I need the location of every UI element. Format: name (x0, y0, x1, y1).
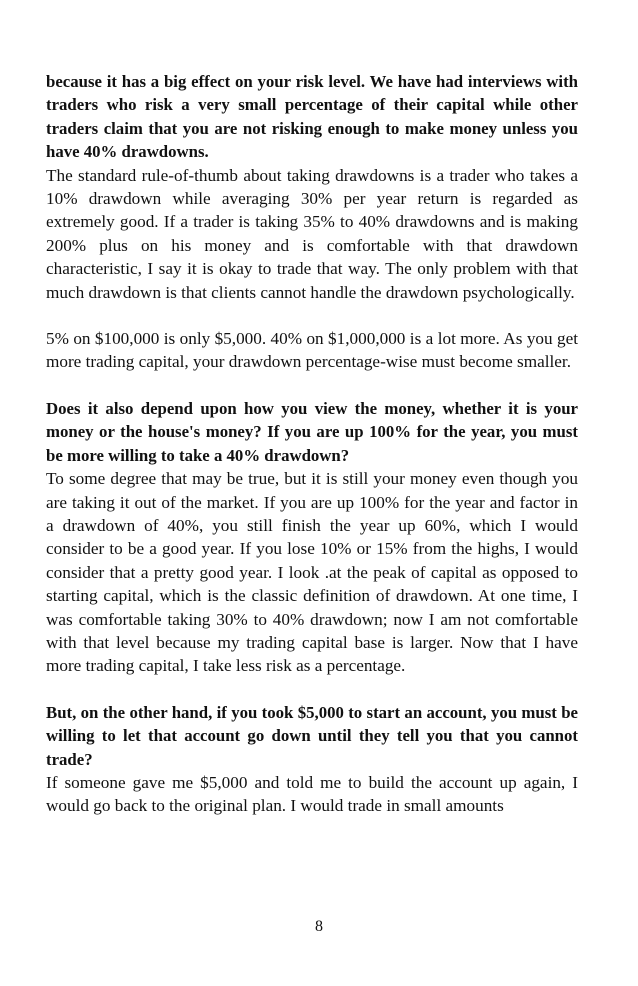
page-number: 8 (315, 918, 323, 935)
question-risk-level-continued: because it has a big effect on your risk level. We have had interviews with traders who risk a very small percentage of their capital while other traders claim that you are not risking enough to make money unless you have 40% drawdowns. (46, 72, 578, 162)
answer-capital-size: 5% on $100,000 is only $5,000. 40% on $1,000,000 is a lot more. As you get more trading capital, your drawdown percentage-wise must become smaller. (46, 329, 578, 372)
answer-rule-of-thumb: The standard rule-of-thumb about taking drawdowns is a trader who takes a 10% drawdown while averaging 30% per year return is regarded as extremely good. If a trader is taking 35% to 40% drawdowns and is making 200% plus on his money and is comfortable with that drawdown characteristic, I say it is okay to trade that way. The only problem with that much drawdown is that clients cannot handle the drawdown psychologically. (46, 165, 578, 302)
document-page (46, 70, 578, 818)
question-house-money: Does it also depend upon how you view the money, whether it is your money or the house's money? If you are up 100% for the year, you must be more willing to take a 40% drawdown? (46, 398, 578, 465)
answer-small-account: If someone gave me $5,000 and told me to build the account up again, I would go back to the original plan. I would trade in small amounts (46, 772, 578, 816)
answer-house-money: To some degree that may be true, but it is still your money even though you are taking it out of the market. If you are up 100% for the year and factor in a drawdown of 40%, you still finish the year up 60%, which I would consider to be a good year. If you lose 10% or 15% from the highs, I would consider that a pretty good year. I look .at the peak of capital as opposed to starting capital, which is the classic definition of drawdown. At one time, I was comfortable taking 30% to 40% drawdown; now I am not comfortable with that level because my trading capital base is larger. Now that I have more trading capital, I take less risk as a percentage. (46, 469, 578, 676)
question-small-account: But, on the other hand, if you took $5,000 to start an account, you must be willing to let that account go down until they tell you that you cannot trade? (46, 702, 578, 769)
